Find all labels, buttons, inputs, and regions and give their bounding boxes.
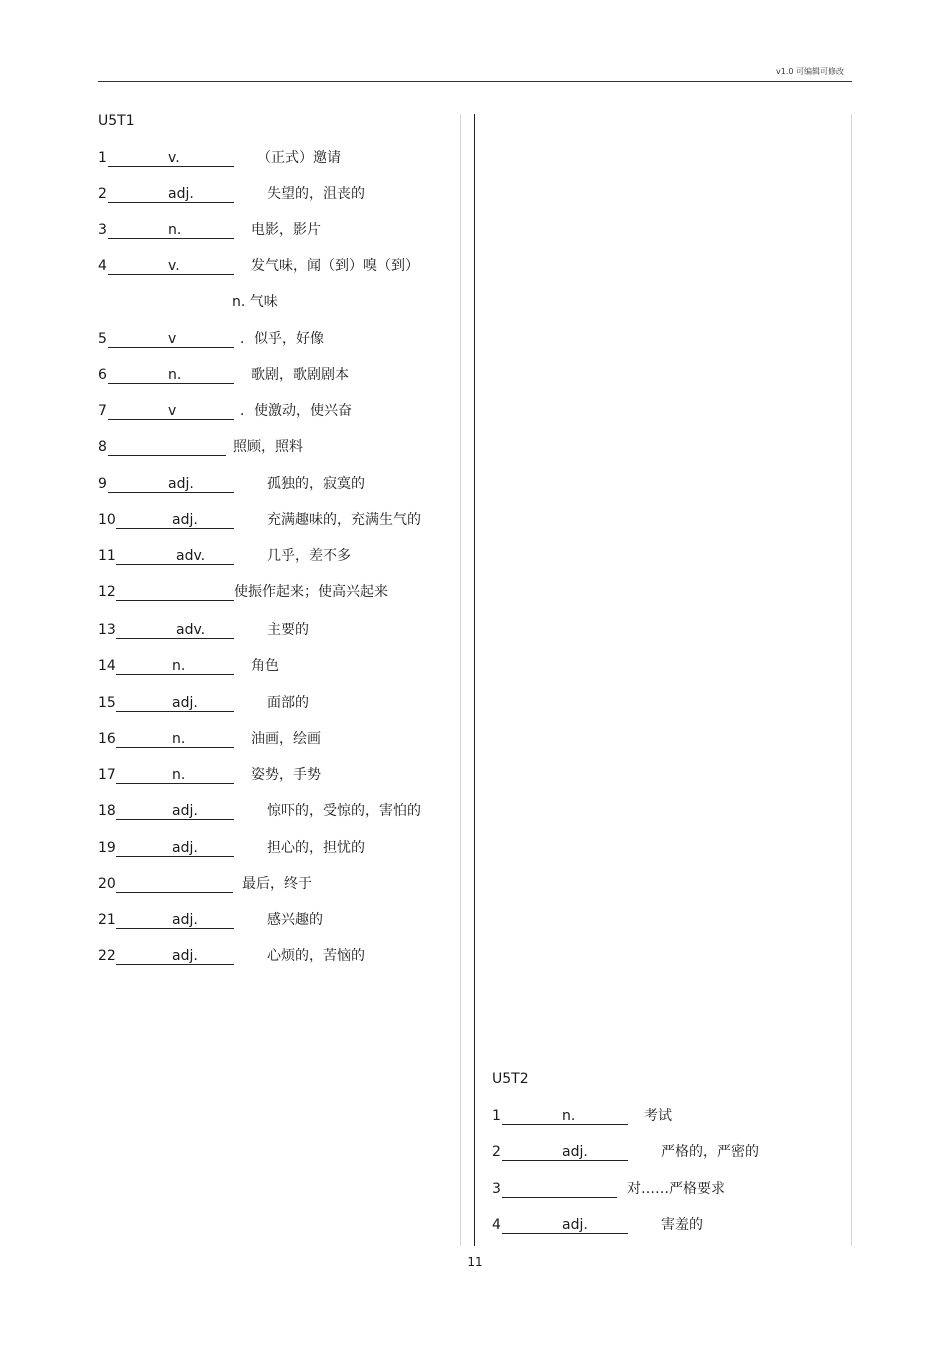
header-rule xyxy=(98,81,852,82)
vocab-row xyxy=(98,185,448,207)
item-number: 2 xyxy=(492,1144,501,1160)
vocab-row xyxy=(492,1143,832,1165)
item-number: 14 xyxy=(98,658,116,674)
item-number: 5 xyxy=(98,331,107,347)
part-of-speech: adj. xyxy=(172,912,198,928)
vocab-row xyxy=(98,547,448,569)
part-of-speech: n. xyxy=(168,367,182,383)
part-of-speech: adj. xyxy=(562,1144,588,1160)
vocab-row xyxy=(98,947,448,969)
item-number: 3 xyxy=(492,1181,501,1197)
vocab-row xyxy=(98,766,448,788)
definition: 心烦的，苦恼的 xyxy=(267,948,365,964)
definition: 主要的 xyxy=(267,622,309,638)
definition: 照顾，照料 xyxy=(233,439,303,455)
vocab-row xyxy=(98,839,448,861)
vocab-row xyxy=(98,475,448,497)
part-of-speech: n. xyxy=(562,1108,576,1124)
part-of-speech: adv. xyxy=(176,548,206,564)
section-title-u5t2: U5T2 xyxy=(492,1071,529,1087)
item-number: 9 xyxy=(98,476,107,492)
vocab-row xyxy=(98,293,448,315)
definition: 最后，终于 xyxy=(242,876,312,892)
vocab-row xyxy=(98,730,448,752)
vocab-row xyxy=(98,802,448,824)
item-number: 15 xyxy=(98,695,116,711)
part-of-speech: adj. xyxy=(172,840,198,856)
item-number: 4 xyxy=(492,1217,501,1233)
part-of-speech: v. xyxy=(168,150,180,166)
answer-blank[interactable] xyxy=(108,438,226,456)
part-of-speech: adv. xyxy=(176,622,206,638)
part-of-speech: n. xyxy=(172,731,186,747)
vocab-row xyxy=(98,402,448,424)
definition: ．似乎，好像 xyxy=(240,331,324,347)
item-number: 18 xyxy=(98,803,116,819)
definition: 油画，绘画 xyxy=(251,731,321,747)
item-number: 2 xyxy=(98,186,107,202)
section-title-u5t1: U5T1 xyxy=(98,113,135,129)
vocab-row xyxy=(98,257,448,279)
part-of-speech: n. xyxy=(172,767,186,783)
item-number: 7 xyxy=(98,403,107,419)
item-number: 12 xyxy=(98,584,116,600)
definition: 感兴趣的 xyxy=(267,912,323,928)
item-number: 21 xyxy=(98,912,116,928)
answer-blank[interactable] xyxy=(116,621,234,639)
vocab-row xyxy=(98,583,448,605)
item-number: 4 xyxy=(98,258,107,274)
item-number: 13 xyxy=(98,622,116,638)
item-number: 11 xyxy=(98,548,116,564)
part-of-speech: v xyxy=(168,331,177,347)
part-of-speech: n. xyxy=(168,222,182,238)
part-of-speech: n. xyxy=(172,658,186,674)
answer-blank[interactable] xyxy=(116,583,234,601)
header-version-note: v1.0 可编辑可修改 xyxy=(776,67,844,76)
definition: 充满趣味的，充满生气的 xyxy=(267,512,421,528)
definition: 歌剧，歌剧剧本 xyxy=(251,367,349,383)
column-divider-left-faint xyxy=(460,114,461,1246)
definition: 惊吓的，受惊的，害怕的 xyxy=(267,803,421,819)
definition: 严格的，严密的 xyxy=(661,1144,759,1160)
item-number: 19 xyxy=(98,840,116,856)
item-number: 8 xyxy=(98,439,107,455)
answer-blank[interactable] xyxy=(116,547,234,565)
vocab-row xyxy=(98,438,448,460)
definition: 几乎，差不多 xyxy=(267,548,351,564)
part-of-speech: adj. xyxy=(172,512,198,528)
definition: 角色 xyxy=(251,658,279,674)
vocab-row xyxy=(98,221,448,243)
part-of-speech: adj. xyxy=(172,948,198,964)
part-of-speech: v. xyxy=(168,258,180,274)
item-number: 3 xyxy=(98,222,107,238)
definition: 对……严格要求 xyxy=(627,1181,725,1197)
definition: 面部的 xyxy=(267,695,309,711)
vocab-row xyxy=(98,621,448,643)
item-number: 6 xyxy=(98,367,107,383)
vocab-row xyxy=(98,875,448,897)
vocab-row xyxy=(492,1216,832,1238)
definition: 考试 xyxy=(644,1108,672,1124)
item-number: 16 xyxy=(98,731,116,747)
definition: 害羞的 xyxy=(661,1217,703,1233)
part-of-speech: v xyxy=(168,403,177,419)
definition: 使振作起来；使高兴起来 xyxy=(234,584,388,600)
definition: ．使激动，使兴奋 xyxy=(240,403,352,419)
definition: 电影，影片 xyxy=(251,222,321,238)
part-of-speech: adj. xyxy=(168,476,194,492)
definition: 失望的，沮丧的 xyxy=(267,186,365,202)
part-of-speech: adj. xyxy=(562,1217,588,1233)
item-number: 17 xyxy=(98,767,116,783)
vocab-row xyxy=(98,330,448,352)
definition: 担心的，担忧的 xyxy=(267,840,365,856)
vocab-row xyxy=(492,1107,832,1129)
answer-blank[interactable] xyxy=(116,875,233,893)
column-divider xyxy=(474,114,475,1246)
part-of-speech: adj. xyxy=(172,803,198,819)
definition: 发气味，闻（到）嗅（到） xyxy=(251,258,419,274)
item-number: 20 xyxy=(98,876,116,892)
definition: 姿势，手势 xyxy=(251,767,321,783)
answer-blank[interactable] xyxy=(502,1180,617,1198)
vocab-row xyxy=(98,511,448,533)
column-divider-right-faint xyxy=(851,114,852,1246)
vocab-row xyxy=(98,657,448,679)
definition: （正式）邀请 xyxy=(257,150,341,166)
item-number: 1 xyxy=(98,150,107,166)
vocab-row xyxy=(98,149,448,171)
definition: 孤独的，寂寞的 xyxy=(267,476,365,492)
vocab-row xyxy=(98,366,448,388)
item-number: 22 xyxy=(98,948,116,964)
page-number: 11 xyxy=(467,1255,483,1269)
part-of-speech: adj. xyxy=(172,695,198,711)
vocab-row xyxy=(492,1180,832,1202)
definition: n. 气味 xyxy=(232,294,278,310)
part-of-speech: adj. xyxy=(168,186,194,202)
vocab-row xyxy=(98,911,448,933)
item-number: 1 xyxy=(492,1108,501,1124)
item-number: 10 xyxy=(98,512,116,528)
vocab-row xyxy=(98,694,448,716)
